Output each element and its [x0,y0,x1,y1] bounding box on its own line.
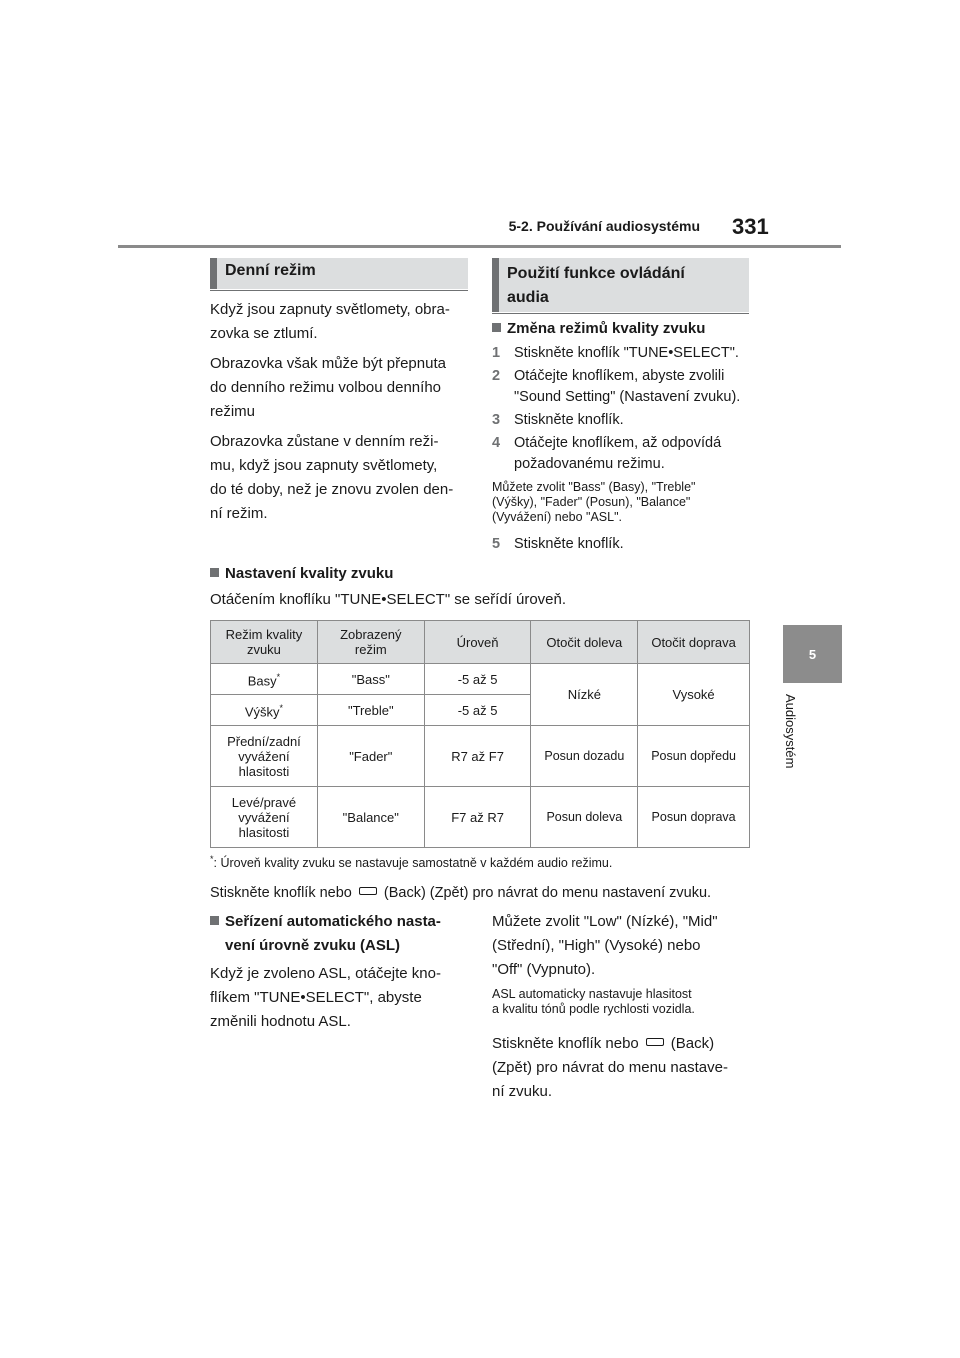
table-cell: Přední/zadní vyvážení hlasitosti [211,726,318,787]
asl-options [492,910,760,982]
subheading-text: Nastavení kvality zvuku [225,565,394,582]
step-4 [492,433,760,475]
back-text: Stiskněte knoflík nebo [492,1035,639,1052]
day-mode-text [210,298,472,526]
page-number: 331 [732,214,769,239]
step-number: 5 [492,536,501,552]
day-mode-line: režimu [210,403,256,420]
bullet-square-icon [492,323,501,332]
note-line: (Vyvážení) nebo "ASL". [492,510,623,524]
table-cell: Výšky* [211,695,318,726]
table-footnote [210,852,770,871]
step-text: Stiskněte knoflík. [514,412,624,428]
back-text: (Zpět) pro návrat do menu nastave- [492,1059,728,1076]
back-button-icon [359,887,377,895]
table-header: Otočit doprava [638,621,750,664]
footnote-text: : Úroveň kvality zvuku se nastavuje samostatně v každém audio režimu. [213,856,613,871]
table-cell: Posun dopředu [638,726,750,787]
table-cell: Basy* [211,664,318,695]
step-5 [492,534,760,555]
asl-note-line: a kvalitu tónů podle rychlosti vozidla. [492,1002,695,1016]
step-text [514,366,759,408]
step-text: Stiskněte knoflík. [514,536,624,552]
bullet-square-icon [210,568,219,577]
step-text [514,433,759,475]
step-line: požadovanému režimu. [514,456,665,472]
asl-option-line: Můžete zvolit "Low" (Nízké), "Mid" [492,913,718,930]
table-cell: Posun doleva [531,787,638,848]
subheading-text: vení úrovně zvuku (ASL) [225,937,401,954]
asl-line: změnili hodnotu ASL. [210,1013,351,1030]
table-cell: Posun doprava [638,787,750,848]
day-mode-line: zovka se ztlumí. [210,325,318,342]
table-cell: R7 až F7 [424,726,531,787]
chapter-number: 5 [808,646,817,662]
asl-line: Když je zvoleno ASL, otáčejte kno- [210,965,441,982]
day-mode-line: mu, když jsou zapnuty světlomety, [210,457,438,474]
table-cell: -5 až 5 [424,695,531,726]
chapter-label [783,694,816,804]
asl-note-line: ASL automaticky nastavuje hlasitost [492,987,692,1001]
table-header: Úroveň [424,621,531,664]
header-rule [118,245,841,248]
subheading-text: Změna režimů kvality zvuku [507,320,706,337]
quality-table [210,620,750,848]
subheading-text: Seřízení automatického nasta- [225,913,441,930]
back-text: ní zvuku. [492,1083,553,1100]
table-cell: Nízké [531,664,638,726]
back-instruction [210,881,770,905]
back-button-icon [646,1038,664,1046]
table-cell: -5 až 5 [424,664,531,695]
table-header-row [211,621,750,664]
table-row [211,726,750,787]
footnote-mark: * [210,854,214,864]
step-number: 2 [492,368,501,384]
day-mode-line: Když jsou zapnuty světlomety, obra- [210,301,450,318]
table-row [211,664,750,695]
table-cell: Posun dozadu [531,726,638,787]
bullet-square-icon [210,916,219,925]
step-3 [492,410,760,431]
table-cell: "Balance" [317,787,424,848]
table-header: Režim kvality zvuku [211,621,318,664]
table-row [211,787,750,848]
day-mode-line: ní režim. [210,505,268,522]
step-2 [492,366,760,408]
day-mode-line: Obrazovka zůstane v denním reži- [210,433,439,450]
step-number: 4 [492,435,501,451]
subheading-asl [210,910,475,958]
table-cell: "Treble" [317,695,424,726]
subheading-sound-modes [492,317,752,341]
running-header-section: 5-2. Používání audiosystému [508,218,700,234]
table-cell: Levé/pravé vyvážení hlasitosti [211,787,318,848]
step-number: 1 [492,345,501,361]
day-mode-line: do denního režimu volbou denního [210,379,442,396]
table-header: Zobrazený režim [317,621,424,664]
day-mode-line: do té doby, než je znovu zvolen den- [210,481,454,498]
asl-option-line: (Střední), "High" (Vysoké) nebo [492,937,701,954]
step-text: Stiskněte knoflík "TUNE•SELECT". [514,345,739,361]
chapter-tab [783,625,842,683]
asl-note [492,987,760,1017]
table-cell: "Bass" [317,664,424,695]
chapter-label-text: Audiosystém [783,694,798,769]
step-line: Otáčejte knoflíkem, abyste zvolili [514,368,725,384]
back-text: Stiskněte knoflík nebo [210,885,352,901]
asl-back-instruction [492,1032,760,1104]
step-line: "Sound Setting" (Nastavení zvuku). [514,389,741,405]
table-cell: "Fader" [317,726,424,787]
day-mode-line: Obrazovka však může být přepnuta [210,355,446,372]
asl-line: flíkem "TUNE•SELECT", abyste [210,989,422,1006]
back-text: (Back) (Zpět) pro návrat do menu nastavení zvuku. [383,885,712,901]
asl-text [210,962,475,1034]
step-note [492,480,754,525]
section-title-line: Použití funkce ovládání [507,265,685,282]
asl-option-line: "Off" (Vypnuto). [492,961,596,978]
subheading-quality [210,562,610,586]
note-line: Můžete zvolit "Bass" (Basy), "Treble" [492,480,696,494]
step-number: 3 [492,412,501,428]
step-1 [492,343,760,364]
table-cell: F7 až R7 [424,787,531,848]
back-text: (Back) [670,1035,715,1052]
table-cell: Vysoké [638,664,750,726]
section-title-audio-control [492,258,749,312]
step-line: Otáčejte knoflíkem, až odpovídá [514,435,722,451]
section-title-line: audia [507,289,549,306]
note-line: (Výšky), "Fader" (Posun), "Balance" [492,495,691,509]
section-title-day-mode: Denní režim [210,258,468,289]
table-header: Otočit doleva [531,621,638,664]
quality-intro: Otáčením knoflíku "TUNE•SELECT" se seřídí úroveň. [210,591,567,608]
